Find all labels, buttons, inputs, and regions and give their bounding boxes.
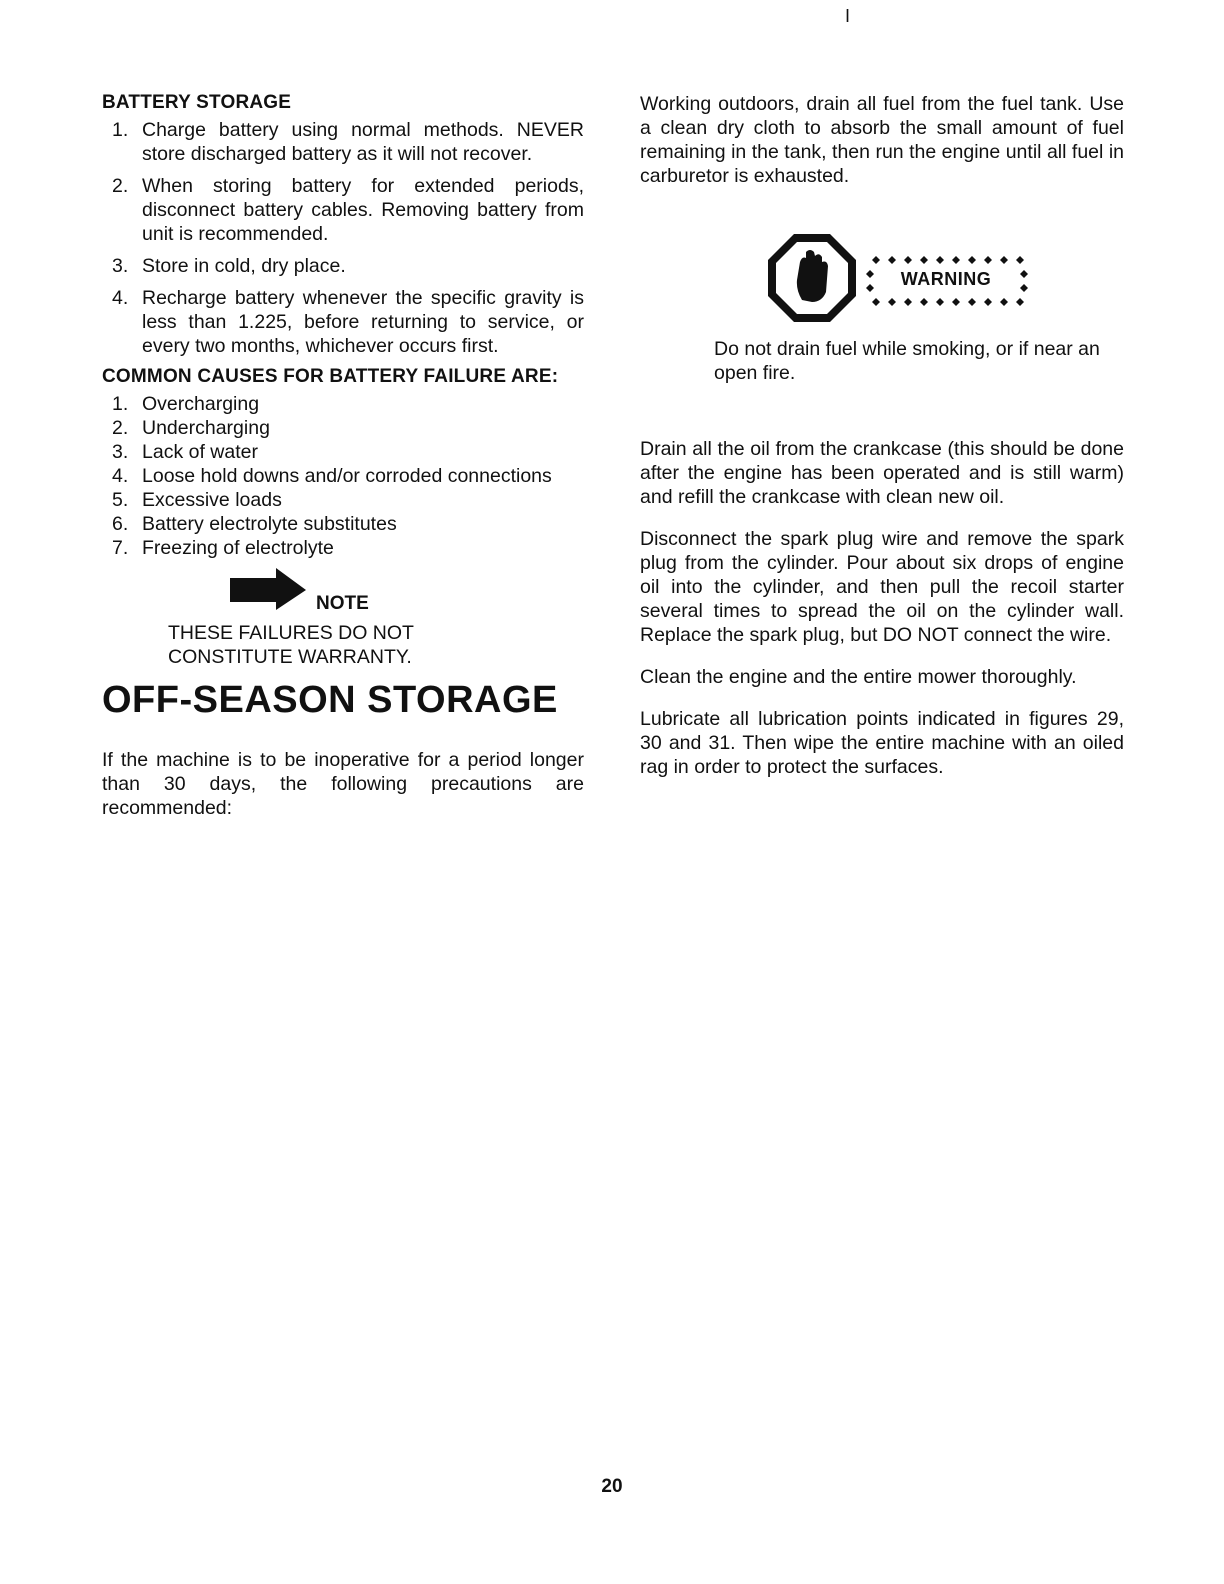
item-text: Charge battery using normal methods. NEVER store discharged battery as it will not recover. — [142, 119, 584, 165]
list-item — [102, 464, 584, 488]
battery-storage-heading: BATTERY STORAGE — [102, 92, 292, 113]
battery-steps-list — [102, 118, 584, 358]
item-number: 2. — [112, 417, 129, 439]
page-number: 20 — [601, 1476, 623, 1497]
warning-banner — [862, 250, 1030, 312]
page-mark: I — [845, 6, 851, 26]
right-column — [640, 92, 1124, 797]
list-item — [102, 174, 584, 246]
drain-fuel-paragraph: Working outdoors, drain all fuel from the fuel tank. Use a clean dry cloth to absorb the small amount of fuel remaining in the tank, then run the engine until all fuel in carburetor is exhausted. — [640, 93, 1124, 187]
list-item — [102, 118, 584, 166]
item-text: Battery electrolyte substitutes — [142, 513, 397, 535]
spark-plug-paragraph: Disconnect the spark plug wire and remove the spark plug from the cylinder. Pour about six drops of engine oil into the cylinder, and then pull the recoil starter several times to spread the oil on the cylinder wall. Replace the spark plug, but DO NOT connect the wire. — [640, 528, 1124, 646]
item-text: Store in cold, dry place. — [142, 255, 346, 277]
item-text: When storing battery for extended periods, disconnect battery cables. Removing battery from unit is recommended. — [142, 175, 584, 245]
list-item — [102, 536, 584, 560]
list-item — [102, 512, 584, 536]
list-item — [102, 254, 584, 278]
item-number: 1. — [112, 393, 129, 415]
list-item — [102, 286, 584, 358]
list-item — [102, 440, 584, 464]
stop-hand-icon — [766, 232, 858, 329]
storage-intro: If the machine is to be inoperative for a period longer than 30 days, the following precautions are recommended: — [102, 749, 584, 819]
item-number: 4. — [112, 287, 129, 309]
item-text: Excessive loads — [142, 489, 282, 511]
warning-callout — [766, 232, 1124, 329]
item-number: 3. — [112, 255, 129, 277]
item-text: Loose hold downs and/or corroded connections — [142, 465, 552, 487]
warning-caption: Do not drain fuel while smoking, or if near an open fire. — [714, 338, 1100, 384]
item-number: 4. — [112, 465, 129, 487]
lubricate-paragraph: Lubricate all lubrication points indicated in figures 29, 30 and 31. Then wipe the entire machine with an oiled rag in order to protect the surfaces. — [640, 708, 1124, 778]
left-column — [102, 92, 584, 838]
list-item — [102, 416, 584, 440]
item-text: Undercharging — [142, 417, 270, 439]
item-number: 3. — [112, 441, 129, 463]
failure-causes-heading: COMMON CAUSES FOR BATTERY FAILURE ARE: — [102, 366, 559, 387]
item-number: 2. — [112, 175, 129, 197]
list-item — [102, 392, 584, 416]
off-season-storage-title: OFF-SEASON STORAGE — [102, 679, 558, 721]
drain-oil-paragraph: Drain all the oil from the crankcase (this should be done after the engine has been operated and is still warm) and refill the crankcase with clean new oil. — [640, 438, 1124, 508]
item-number: 5. — [112, 489, 129, 511]
arrow-right-icon — [230, 566, 312, 615]
item-text: Freezing of electrolyte — [142, 537, 334, 559]
item-text: Overcharging — [142, 393, 260, 415]
note-callout — [230, 566, 584, 615]
item-number: 1. — [112, 119, 129, 141]
note-text: THESE FAILURES DO NOT CONSTITUTE WARRANTY. — [168, 622, 414, 668]
clean-engine-paragraph: Clean the engine and the entire mower thoroughly. — [640, 666, 1077, 688]
list-item — [102, 488, 584, 512]
failure-causes-list — [102, 392, 584, 560]
item-text: Recharge battery whenever the specific gravity is less than 1.225, before returning to service, or every two months, whichever occurs first. — [142, 287, 584, 357]
warning-label: WARNING — [900, 268, 992, 289]
item-number: 7. — [112, 537, 129, 559]
item-text: Lack of water — [142, 441, 258, 463]
note-label: NOTE — [316, 593, 369, 614]
item-number: 6. — [112, 513, 129, 535]
